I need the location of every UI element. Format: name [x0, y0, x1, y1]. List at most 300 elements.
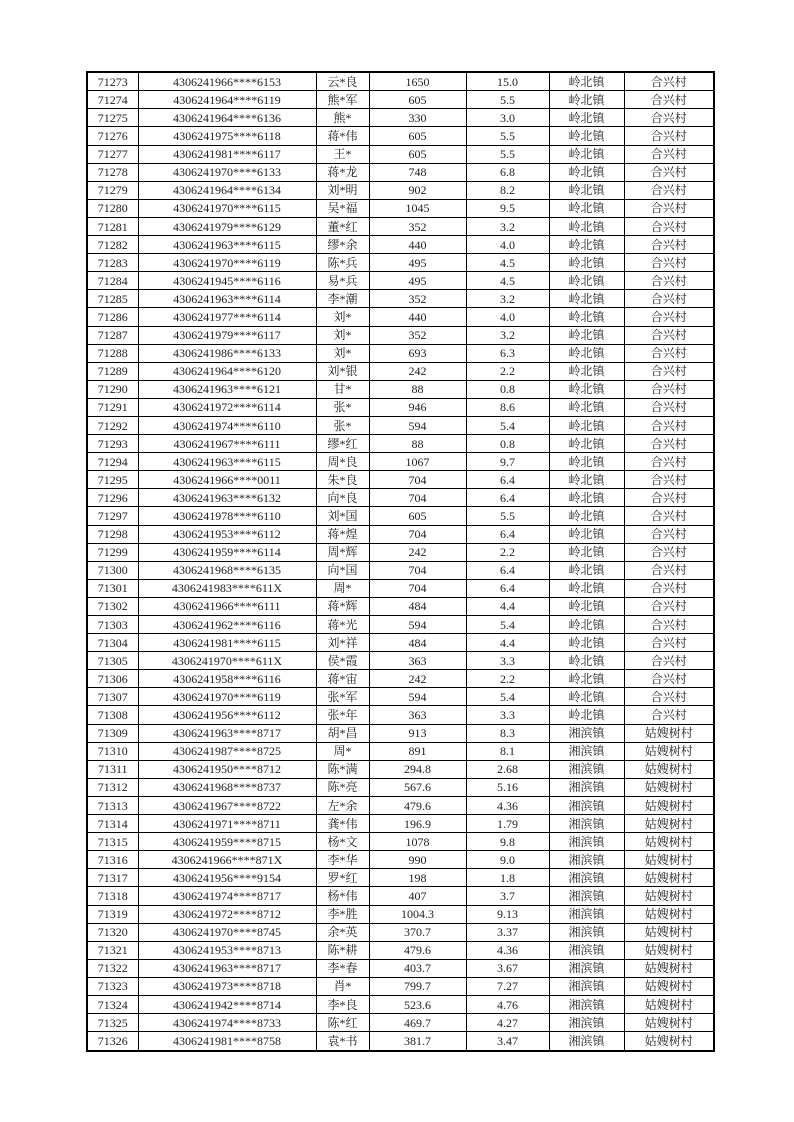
table-row — [87, 217, 714, 235]
cell-serial-number: 71312 — [87, 778, 138, 796]
cell-masked-id-number: 4306241963****6114 — [138, 290, 316, 308]
cell-amount: 693 — [369, 344, 466, 362]
cell-masked-id-number: 4306241956****6112 — [138, 706, 316, 724]
cell-masked-name: 陈*红 — [316, 1014, 369, 1032]
cell-area: 8.1 — [466, 742, 549, 760]
cell-masked-id-number: 4306241979****6129 — [138, 217, 316, 235]
cell-area: 5.5 — [466, 145, 549, 163]
table-row — [87, 905, 714, 923]
cell-town: 岭北镇 — [549, 127, 624, 145]
cell-masked-name: 陈*耕 — [316, 941, 369, 959]
cell-town: 岭北镇 — [549, 616, 624, 634]
cell-masked-id-number: 4306241970****8745 — [138, 923, 316, 941]
cell-village: 姑嫂树村 — [624, 887, 714, 905]
cell-masked-id-number: 4306241950****8712 — [138, 760, 316, 778]
cell-masked-id-number: 4306241981****6117 — [138, 145, 316, 163]
cell-area: 9.7 — [466, 453, 549, 471]
cell-town: 岭北镇 — [549, 652, 624, 670]
cell-serial-number: 71298 — [87, 525, 138, 543]
cell-town: 岭北镇 — [549, 145, 624, 163]
cell-town: 岭北镇 — [549, 688, 624, 706]
cell-serial-number: 71313 — [87, 796, 138, 814]
cell-serial-number: 71277 — [87, 145, 138, 163]
cell-village: 合兴村 — [624, 543, 714, 561]
cell-masked-name: 龚*伟 — [316, 815, 369, 833]
cell-town: 岭北镇 — [549, 236, 624, 254]
cell-area: 4.0 — [466, 308, 549, 326]
cell-village: 合兴村 — [624, 254, 714, 272]
cell-amount: 479.6 — [369, 941, 466, 959]
cell-masked-name: 易*兵 — [316, 272, 369, 290]
cell-serial-number: 71304 — [87, 634, 138, 652]
cell-masked-name: 陈*兵 — [316, 254, 369, 272]
table-row — [87, 543, 714, 561]
cell-village: 合兴村 — [624, 344, 714, 362]
cell-village: 姑嫂树村 — [624, 977, 714, 995]
cell-masked-name: 缪*余 — [316, 236, 369, 254]
cell-masked-name: 杨*文 — [316, 833, 369, 851]
cell-masked-id-number: 4306241977****6114 — [138, 308, 316, 326]
cell-area: 9.5 — [466, 199, 549, 217]
cell-masked-name: 吴*福 — [316, 199, 369, 217]
cell-serial-number: 71318 — [87, 887, 138, 905]
cell-serial-number: 71279 — [87, 181, 138, 199]
cell-town: 岭北镇 — [549, 217, 624, 235]
cell-serial-number: 71323 — [87, 977, 138, 995]
cell-amount: 704 — [369, 471, 466, 489]
cell-village: 合兴村 — [624, 91, 714, 109]
cell-village: 姑嫂树村 — [624, 742, 714, 760]
cell-serial-number: 71292 — [87, 416, 138, 434]
cell-area: 6.4 — [466, 579, 549, 597]
cell-amount: 605 — [369, 127, 466, 145]
cell-masked-name: 蒋*伟 — [316, 127, 369, 145]
cell-town: 岭北镇 — [549, 634, 624, 652]
cell-masked-name: 袁*书 — [316, 1032, 369, 1051]
cell-town: 岭北镇 — [549, 489, 624, 507]
cell-masked-id-number: 4306241963****8717 — [138, 959, 316, 977]
cell-town: 岭北镇 — [549, 91, 624, 109]
cell-masked-id-number: 4306241963****6115 — [138, 453, 316, 471]
cell-village: 合兴村 — [624, 453, 714, 471]
cell-village: 合兴村 — [624, 416, 714, 434]
cell-area: 3.3 — [466, 706, 549, 724]
cell-amount: 1045 — [369, 199, 466, 217]
cell-town: 岭北镇 — [549, 579, 624, 597]
cell-serial-number: 71281 — [87, 217, 138, 235]
table-row — [87, 145, 714, 163]
table-row — [87, 362, 714, 380]
table-row — [87, 670, 714, 688]
cell-area: 9.13 — [466, 905, 549, 923]
cell-area: 4.36 — [466, 796, 549, 814]
cell-masked-name: 胡*昌 — [316, 724, 369, 742]
cell-town: 岭北镇 — [549, 398, 624, 416]
cell-town: 岭北镇 — [549, 272, 624, 290]
cell-village: 合兴村 — [624, 236, 714, 254]
cell-town: 湘滨镇 — [549, 995, 624, 1013]
cell-serial-number: 71293 — [87, 435, 138, 453]
cell-area: 4.4 — [466, 597, 549, 615]
cell-serial-number: 71286 — [87, 308, 138, 326]
cell-area: 2.2 — [466, 543, 549, 561]
cell-town: 岭北镇 — [549, 308, 624, 326]
cell-masked-id-number: 4306241975****6118 — [138, 127, 316, 145]
cell-area: 5.5 — [466, 91, 549, 109]
cell-masked-id-number: 4306241964****6119 — [138, 91, 316, 109]
cell-amount: 523.6 — [369, 995, 466, 1013]
table-row — [87, 199, 714, 217]
table-row — [87, 706, 714, 724]
cell-amount: 704 — [369, 561, 466, 579]
cell-masked-id-number: 4306241967****8722 — [138, 796, 316, 814]
cell-masked-name: 刘* — [316, 326, 369, 344]
cell-serial-number: 71295 — [87, 471, 138, 489]
cell-amount: 605 — [369, 507, 466, 525]
cell-village: 合兴村 — [624, 435, 714, 453]
cell-village: 合兴村 — [624, 181, 714, 199]
cell-masked-id-number: 4306241942****8714 — [138, 995, 316, 1013]
table-row — [87, 416, 714, 434]
cell-area: 4.0 — [466, 236, 549, 254]
cell-village: 合兴村 — [624, 489, 714, 507]
cell-village: 合兴村 — [624, 199, 714, 217]
cell-area: 6.4 — [466, 561, 549, 579]
cell-amount: 363 — [369, 706, 466, 724]
cell-masked-id-number: 4306241981****6115 — [138, 634, 316, 652]
cell-town: 湘滨镇 — [549, 905, 624, 923]
table-row — [87, 923, 714, 941]
cell-masked-name: 朱*良 — [316, 471, 369, 489]
table-row — [87, 851, 714, 869]
cell-masked-id-number: 4306241981****8758 — [138, 1032, 316, 1051]
cell-town: 湘滨镇 — [549, 923, 624, 941]
cell-town: 岭北镇 — [549, 597, 624, 615]
cell-masked-id-number: 4306241967****6111 — [138, 435, 316, 453]
cell-amount: 913 — [369, 724, 466, 742]
cell-masked-id-number: 4306241973****8718 — [138, 977, 316, 995]
cell-amount: 469.7 — [369, 1014, 466, 1032]
cell-masked-name: 刘*祥 — [316, 634, 369, 652]
cell-serial-number: 71317 — [87, 869, 138, 887]
cell-town: 岭北镇 — [549, 561, 624, 579]
cell-village: 合兴村 — [624, 597, 714, 615]
cell-amount: 1650 — [369, 72, 466, 91]
cell-amount: 1004.3 — [369, 905, 466, 923]
table-row — [87, 163, 714, 181]
cell-masked-id-number: 4306241986****6133 — [138, 344, 316, 362]
cell-village: 合兴村 — [624, 634, 714, 652]
cell-area: 5.5 — [466, 507, 549, 525]
cell-area: 3.37 — [466, 923, 549, 941]
cell-amount: 242 — [369, 543, 466, 561]
table-row — [87, 616, 714, 634]
cell-serial-number: 71275 — [87, 109, 138, 127]
cell-masked-id-number: 4306241987****8725 — [138, 742, 316, 760]
cell-town: 岭北镇 — [549, 543, 624, 561]
cell-town: 湘滨镇 — [549, 1014, 624, 1032]
cell-serial-number: 71314 — [87, 815, 138, 833]
cell-area: 4.27 — [466, 1014, 549, 1032]
cell-amount: 198 — [369, 869, 466, 887]
cell-town: 湘滨镇 — [549, 851, 624, 869]
cell-masked-id-number: 4306241970****6133 — [138, 163, 316, 181]
cell-masked-id-number: 4306241963****6115 — [138, 236, 316, 254]
cell-amount: 594 — [369, 688, 466, 706]
cell-masked-id-number: 4306241959****6114 — [138, 543, 316, 561]
cell-serial-number: 71321 — [87, 941, 138, 959]
cell-masked-id-number: 4306241963****8717 — [138, 724, 316, 742]
cell-amount: 891 — [369, 742, 466, 760]
cell-village: 姑嫂树村 — [624, 1014, 714, 1032]
table-row — [87, 72, 714, 91]
cell-village: 姑嫂树村 — [624, 796, 714, 814]
cell-town: 岭北镇 — [549, 670, 624, 688]
cell-masked-id-number: 4306241970****6119 — [138, 688, 316, 706]
cell-area: 2.2 — [466, 362, 549, 380]
cell-masked-id-number: 4306241974****8717 — [138, 887, 316, 905]
cell-village: 合兴村 — [624, 706, 714, 724]
cell-masked-id-number: 4306241972****8712 — [138, 905, 316, 923]
cell-amount: 484 — [369, 597, 466, 615]
cell-serial-number: 71303 — [87, 616, 138, 634]
cell-amount: 88 — [369, 435, 466, 453]
cell-masked-name: 刘* — [316, 308, 369, 326]
table-row — [87, 525, 714, 543]
cell-village: 合兴村 — [624, 471, 714, 489]
cell-town: 岭北镇 — [549, 344, 624, 362]
cell-amount: 440 — [369, 308, 466, 326]
table-row — [87, 634, 714, 652]
cell-masked-name: 云*良 — [316, 72, 369, 91]
table-row — [87, 507, 714, 525]
cell-amount: 370.7 — [369, 923, 466, 941]
cell-town: 湘滨镇 — [549, 833, 624, 851]
cell-town: 湘滨镇 — [549, 724, 624, 742]
cell-masked-name: 张*年 — [316, 706, 369, 724]
cell-masked-name: 李*春 — [316, 959, 369, 977]
cell-amount: 403.7 — [369, 959, 466, 977]
cell-amount: 196.9 — [369, 815, 466, 833]
cell-masked-id-number: 4306241966****871X — [138, 851, 316, 869]
cell-masked-name: 刘* — [316, 344, 369, 362]
cell-town: 湘滨镇 — [549, 760, 624, 778]
cell-town: 岭北镇 — [549, 72, 624, 91]
cell-masked-id-number: 4306241964****6120 — [138, 362, 316, 380]
cell-masked-name: 周*辉 — [316, 543, 369, 561]
cell-town: 湘滨镇 — [549, 869, 624, 887]
cell-area: 8.3 — [466, 724, 549, 742]
cell-serial-number: 71288 — [87, 344, 138, 362]
cell-village: 姑嫂树村 — [624, 724, 714, 742]
cell-masked-id-number: 4306241972****6114 — [138, 398, 316, 416]
cell-area: 3.2 — [466, 290, 549, 308]
cell-town: 湘滨镇 — [549, 941, 624, 959]
cell-masked-id-number: 4306241966****6153 — [138, 72, 316, 91]
cell-serial-number: 71302 — [87, 597, 138, 615]
cell-serial-number: 71299 — [87, 543, 138, 561]
cell-serial-number: 71306 — [87, 670, 138, 688]
cell-area: 5.5 — [466, 127, 549, 145]
table-row — [87, 561, 714, 579]
cell-serial-number: 71296 — [87, 489, 138, 507]
cell-village: 姑嫂树村 — [624, 851, 714, 869]
cell-masked-id-number: 4306241945****6116 — [138, 272, 316, 290]
cell-area: 5.4 — [466, 416, 549, 434]
cell-area: 3.47 — [466, 1032, 549, 1051]
cell-town: 岭北镇 — [549, 254, 624, 272]
cell-masked-name: 张*军 — [316, 688, 369, 706]
cell-masked-id-number: 4306241970****611X — [138, 652, 316, 670]
cell-amount: 242 — [369, 670, 466, 688]
cell-masked-name: 周* — [316, 742, 369, 760]
cell-village: 合兴村 — [624, 398, 714, 416]
cell-town: 岭北镇 — [549, 181, 624, 199]
cell-serial-number: 71297 — [87, 507, 138, 525]
cell-masked-name: 周* — [316, 579, 369, 597]
cell-area: 7.27 — [466, 977, 549, 995]
cell-masked-name: 甘* — [316, 380, 369, 398]
cell-village: 姑嫂树村 — [624, 941, 714, 959]
cell-serial-number: 71309 — [87, 724, 138, 742]
cell-village: 姑嫂树村 — [624, 778, 714, 796]
cell-masked-name: 李*华 — [316, 851, 369, 869]
cell-masked-id-number: 4306241968****8737 — [138, 778, 316, 796]
cell-masked-name: 刘*明 — [316, 181, 369, 199]
cell-village: 合兴村 — [624, 362, 714, 380]
cell-amount: 242 — [369, 362, 466, 380]
cell-serial-number: 71311 — [87, 760, 138, 778]
cell-masked-id-number: 4306241953****6112 — [138, 525, 316, 543]
cell-masked-name: 蒋*光 — [316, 616, 369, 634]
cell-masked-id-number: 4306241962****6116 — [138, 616, 316, 634]
cell-village: 姑嫂树村 — [624, 1032, 714, 1051]
table-row — [87, 1014, 714, 1032]
cell-masked-id-number: 4306241953****8713 — [138, 941, 316, 959]
cell-serial-number: 71326 — [87, 1032, 138, 1051]
cell-serial-number: 71325 — [87, 1014, 138, 1032]
cell-masked-id-number: 4306241966****0011 — [138, 471, 316, 489]
cell-masked-name: 蒋*煌 — [316, 525, 369, 543]
cell-village: 姑嫂树村 — [624, 815, 714, 833]
cell-amount: 495 — [369, 254, 466, 272]
cell-area: 4.76 — [466, 995, 549, 1013]
cell-serial-number: 71316 — [87, 851, 138, 869]
cell-serial-number: 71307 — [87, 688, 138, 706]
cell-village: 姑嫂树村 — [624, 869, 714, 887]
cell-serial-number: 71276 — [87, 127, 138, 145]
cell-town: 湘滨镇 — [549, 959, 624, 977]
cell-village: 合兴村 — [624, 561, 714, 579]
cell-masked-id-number: 4306241956****9154 — [138, 869, 316, 887]
cell-village: 合兴村 — [624, 525, 714, 543]
cell-serial-number: 71287 — [87, 326, 138, 344]
table-row — [87, 995, 714, 1013]
cell-serial-number: 71282 — [87, 236, 138, 254]
cell-amount: 352 — [369, 326, 466, 344]
cell-masked-name: 周*良 — [316, 453, 369, 471]
cell-masked-name: 余*英 — [316, 923, 369, 941]
cell-amount: 479.6 — [369, 796, 466, 814]
cell-town: 岭北镇 — [549, 326, 624, 344]
table-row — [87, 760, 714, 778]
table-row — [87, 652, 714, 670]
cell-masked-id-number: 4306241974****8733 — [138, 1014, 316, 1032]
cell-masked-name: 左*余 — [316, 796, 369, 814]
cell-masked-name: 刘*国 — [316, 507, 369, 525]
cell-amount: 1078 — [369, 833, 466, 851]
cell-serial-number: 71308 — [87, 706, 138, 724]
table-row — [87, 597, 714, 615]
cell-amount: 352 — [369, 290, 466, 308]
table-row — [87, 326, 714, 344]
cell-masked-name: 罗*红 — [316, 869, 369, 887]
cell-town: 岭北镇 — [549, 435, 624, 453]
cell-serial-number: 71280 — [87, 199, 138, 217]
cell-village: 姑嫂树村 — [624, 905, 714, 923]
cell-amount: 748 — [369, 163, 466, 181]
cell-masked-name: 熊* — [316, 109, 369, 127]
cell-area: 5.4 — [466, 616, 549, 634]
cell-masked-name: 蒋*宙 — [316, 670, 369, 688]
cell-serial-number: 71322 — [87, 959, 138, 977]
cell-area: 4.5 — [466, 272, 549, 290]
cell-village: 姑嫂树村 — [624, 833, 714, 851]
cell-area: 9.0 — [466, 851, 549, 869]
cell-amount: 799.7 — [369, 977, 466, 995]
cell-village: 合兴村 — [624, 579, 714, 597]
table-row — [87, 724, 714, 742]
cell-masked-name: 蒋*龙 — [316, 163, 369, 181]
table-row — [87, 308, 714, 326]
cell-area: 6.4 — [466, 525, 549, 543]
cell-amount: 363 — [369, 652, 466, 670]
cell-masked-name: 张* — [316, 416, 369, 434]
cell-village: 合兴村 — [624, 688, 714, 706]
cell-amount: 605 — [369, 91, 466, 109]
cell-town: 湘滨镇 — [549, 887, 624, 905]
cell-town: 湘滨镇 — [549, 815, 624, 833]
cell-serial-number: 71283 — [87, 254, 138, 272]
table-row — [87, 833, 714, 851]
cell-amount: 381.7 — [369, 1032, 466, 1051]
cell-amount: 407 — [369, 887, 466, 905]
cell-area: 1.8 — [466, 869, 549, 887]
cell-area: 3.7 — [466, 887, 549, 905]
table-row — [87, 127, 714, 145]
cell-masked-name: 刘*银 — [316, 362, 369, 380]
table-row — [87, 1032, 714, 1051]
cell-village: 合兴村 — [624, 507, 714, 525]
cell-masked-name: 缪*红 — [316, 435, 369, 453]
cell-area: 3.3 — [466, 652, 549, 670]
cell-serial-number: 71324 — [87, 995, 138, 1013]
cell-area: 0.8 — [466, 435, 549, 453]
cell-town: 岭北镇 — [549, 109, 624, 127]
cell-village: 合兴村 — [624, 670, 714, 688]
cell-area: 3.2 — [466, 217, 549, 235]
cell-village: 合兴村 — [624, 145, 714, 163]
cell-serial-number: 71315 — [87, 833, 138, 851]
cell-town: 岭北镇 — [549, 380, 624, 398]
cell-masked-id-number: 4306241979****6117 — [138, 326, 316, 344]
cell-serial-number: 71289 — [87, 362, 138, 380]
cell-masked-id-number: 4306241963****6132 — [138, 489, 316, 507]
cell-amount: 330 — [369, 109, 466, 127]
table-row — [87, 688, 714, 706]
table-row — [87, 380, 714, 398]
table-row — [87, 815, 714, 833]
